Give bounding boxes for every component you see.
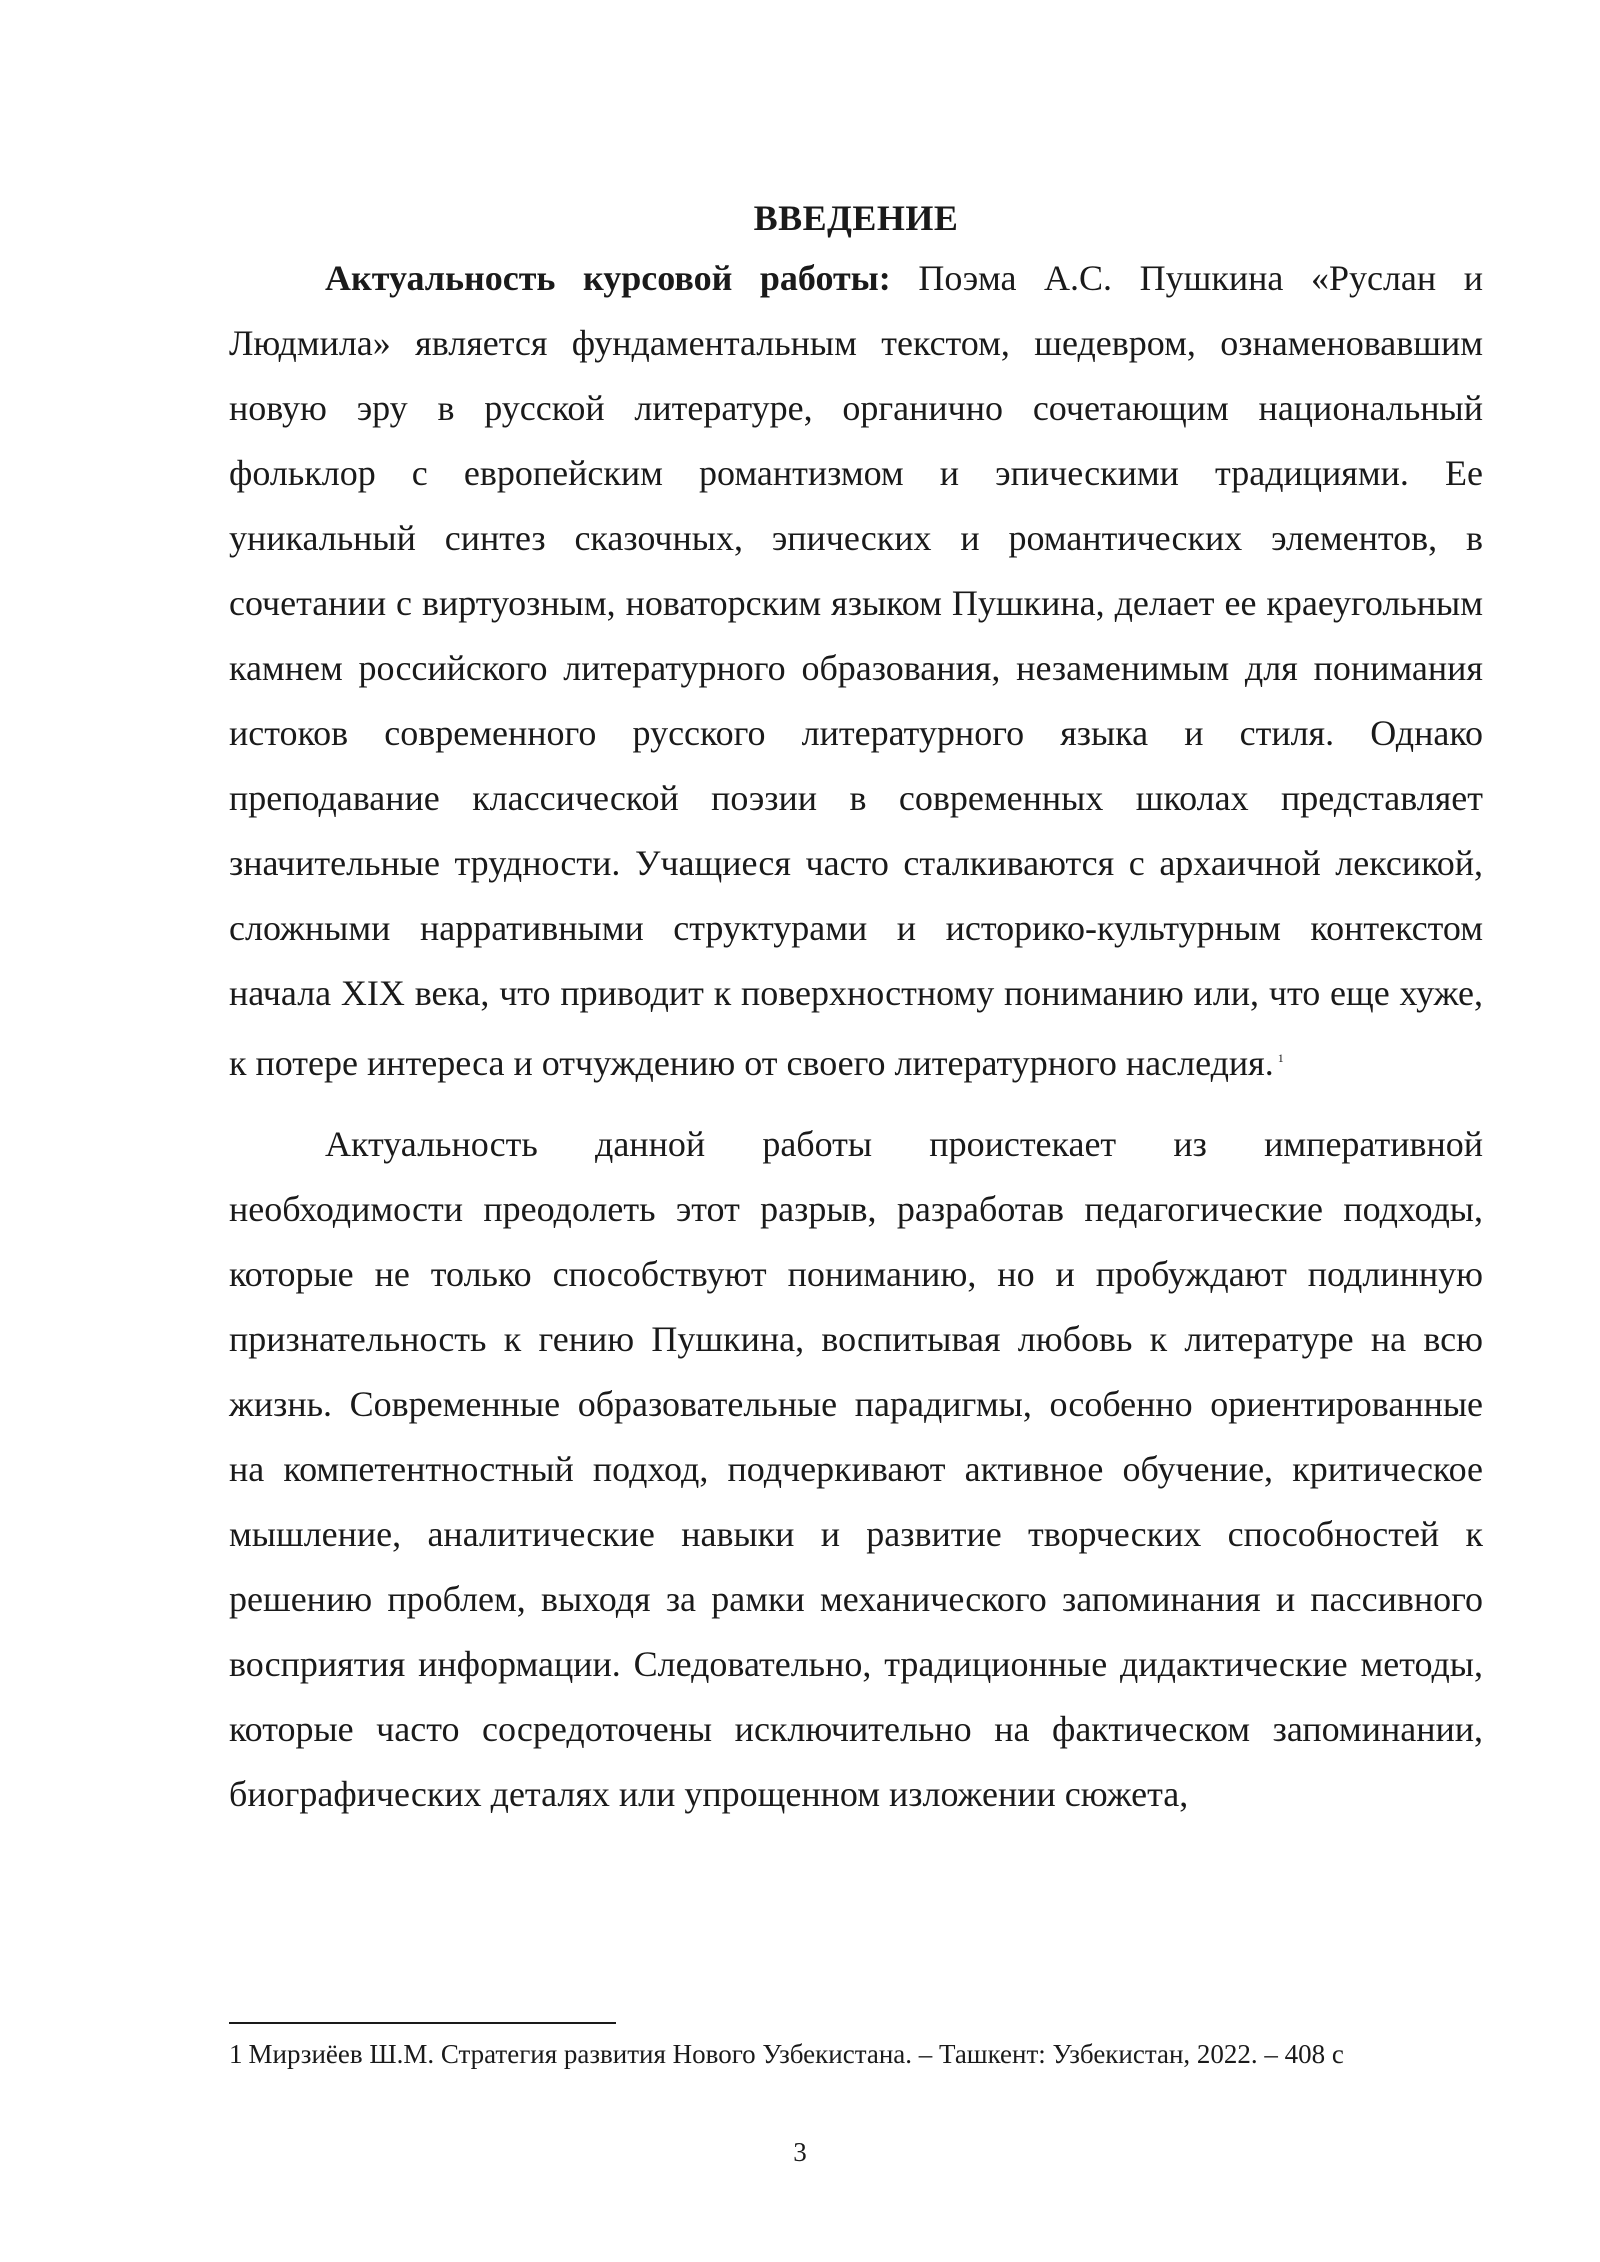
page-number: 3 <box>793 2137 807 2167</box>
paragraph-continuation: Актуальность данной работы проистекает из императивной необходимости преодолеть этот разрыв, разработав педагогические подходы, которые не только способствуют пониманию, но и пробуждают подлинную признательность к гению Пушкина, воспитывая любовь к литературе на всю жизнь. Современные образовательные парадигмы, особенно ориентированные на компетентностный подход, подчеркивают активное обучение, критическое мышление, аналитические навыки и развитие творческих способностей к решению проблем, выходя за рамки механического запоминания и пассивного восприятия информации. Следовательно, традиционные дидактические методы, которые часто сосредоточены исключительно на фактическом запоминании, биографических деталях или упрощенном изложении сюжета, <box>229 1124 1483 1814</box>
paragraph-relevance <box>229 246 1483 1096</box>
footnote-separator <box>229 2022 616 2024</box>
footnote-reference[interactable]: 1 <box>1277 1051 1284 1065</box>
section-heading: ВВЕДЕНИЕ <box>753 198 959 238</box>
paragraph-lead-bold: Актуальность курсовой работы: <box>325 258 891 298</box>
footnote <box>229 2034 1483 2074</box>
page-body <box>229 190 1483 1827</box>
footnote-number: 1 <box>229 2039 243 2069</box>
footnote-text: Мирзиёев Ш.М. Стратегия развития Нового Узбекистана. – Ташкент: Узбекистан, 2022. – 408 с <box>248 2039 1344 2069</box>
paragraph-text: Поэма А.С. Пушкина «Руслан и Людмила» является фундаментальным текстом, шедевром, ознаменовавшим новую эру в русской литературе, органично сочетающим национальный фольклор с европейским романтизмом и эпическими традициями. Ее уникальный синтез сказочных, эпических и романтических элементов, в сочетании с виртуозным, новаторским языком Пушкина, делает ее краеугольным камнем российского литературного образования, незаменимым для понимания истоков современного русского литературного языка и стиля. Однако преподавание классической поэзии в современных школах представляет значительные трудности. Учащиеся часто сталкиваются с архаичной лексикой, сложными нарративными структурами и историко-культурным контекстом начала XIX века, что приводит к поверхностному пониманию или, что еще хуже, к потере интереса и отчуждению от своего литературного наследия. <box>229 258 1484 1083</box>
